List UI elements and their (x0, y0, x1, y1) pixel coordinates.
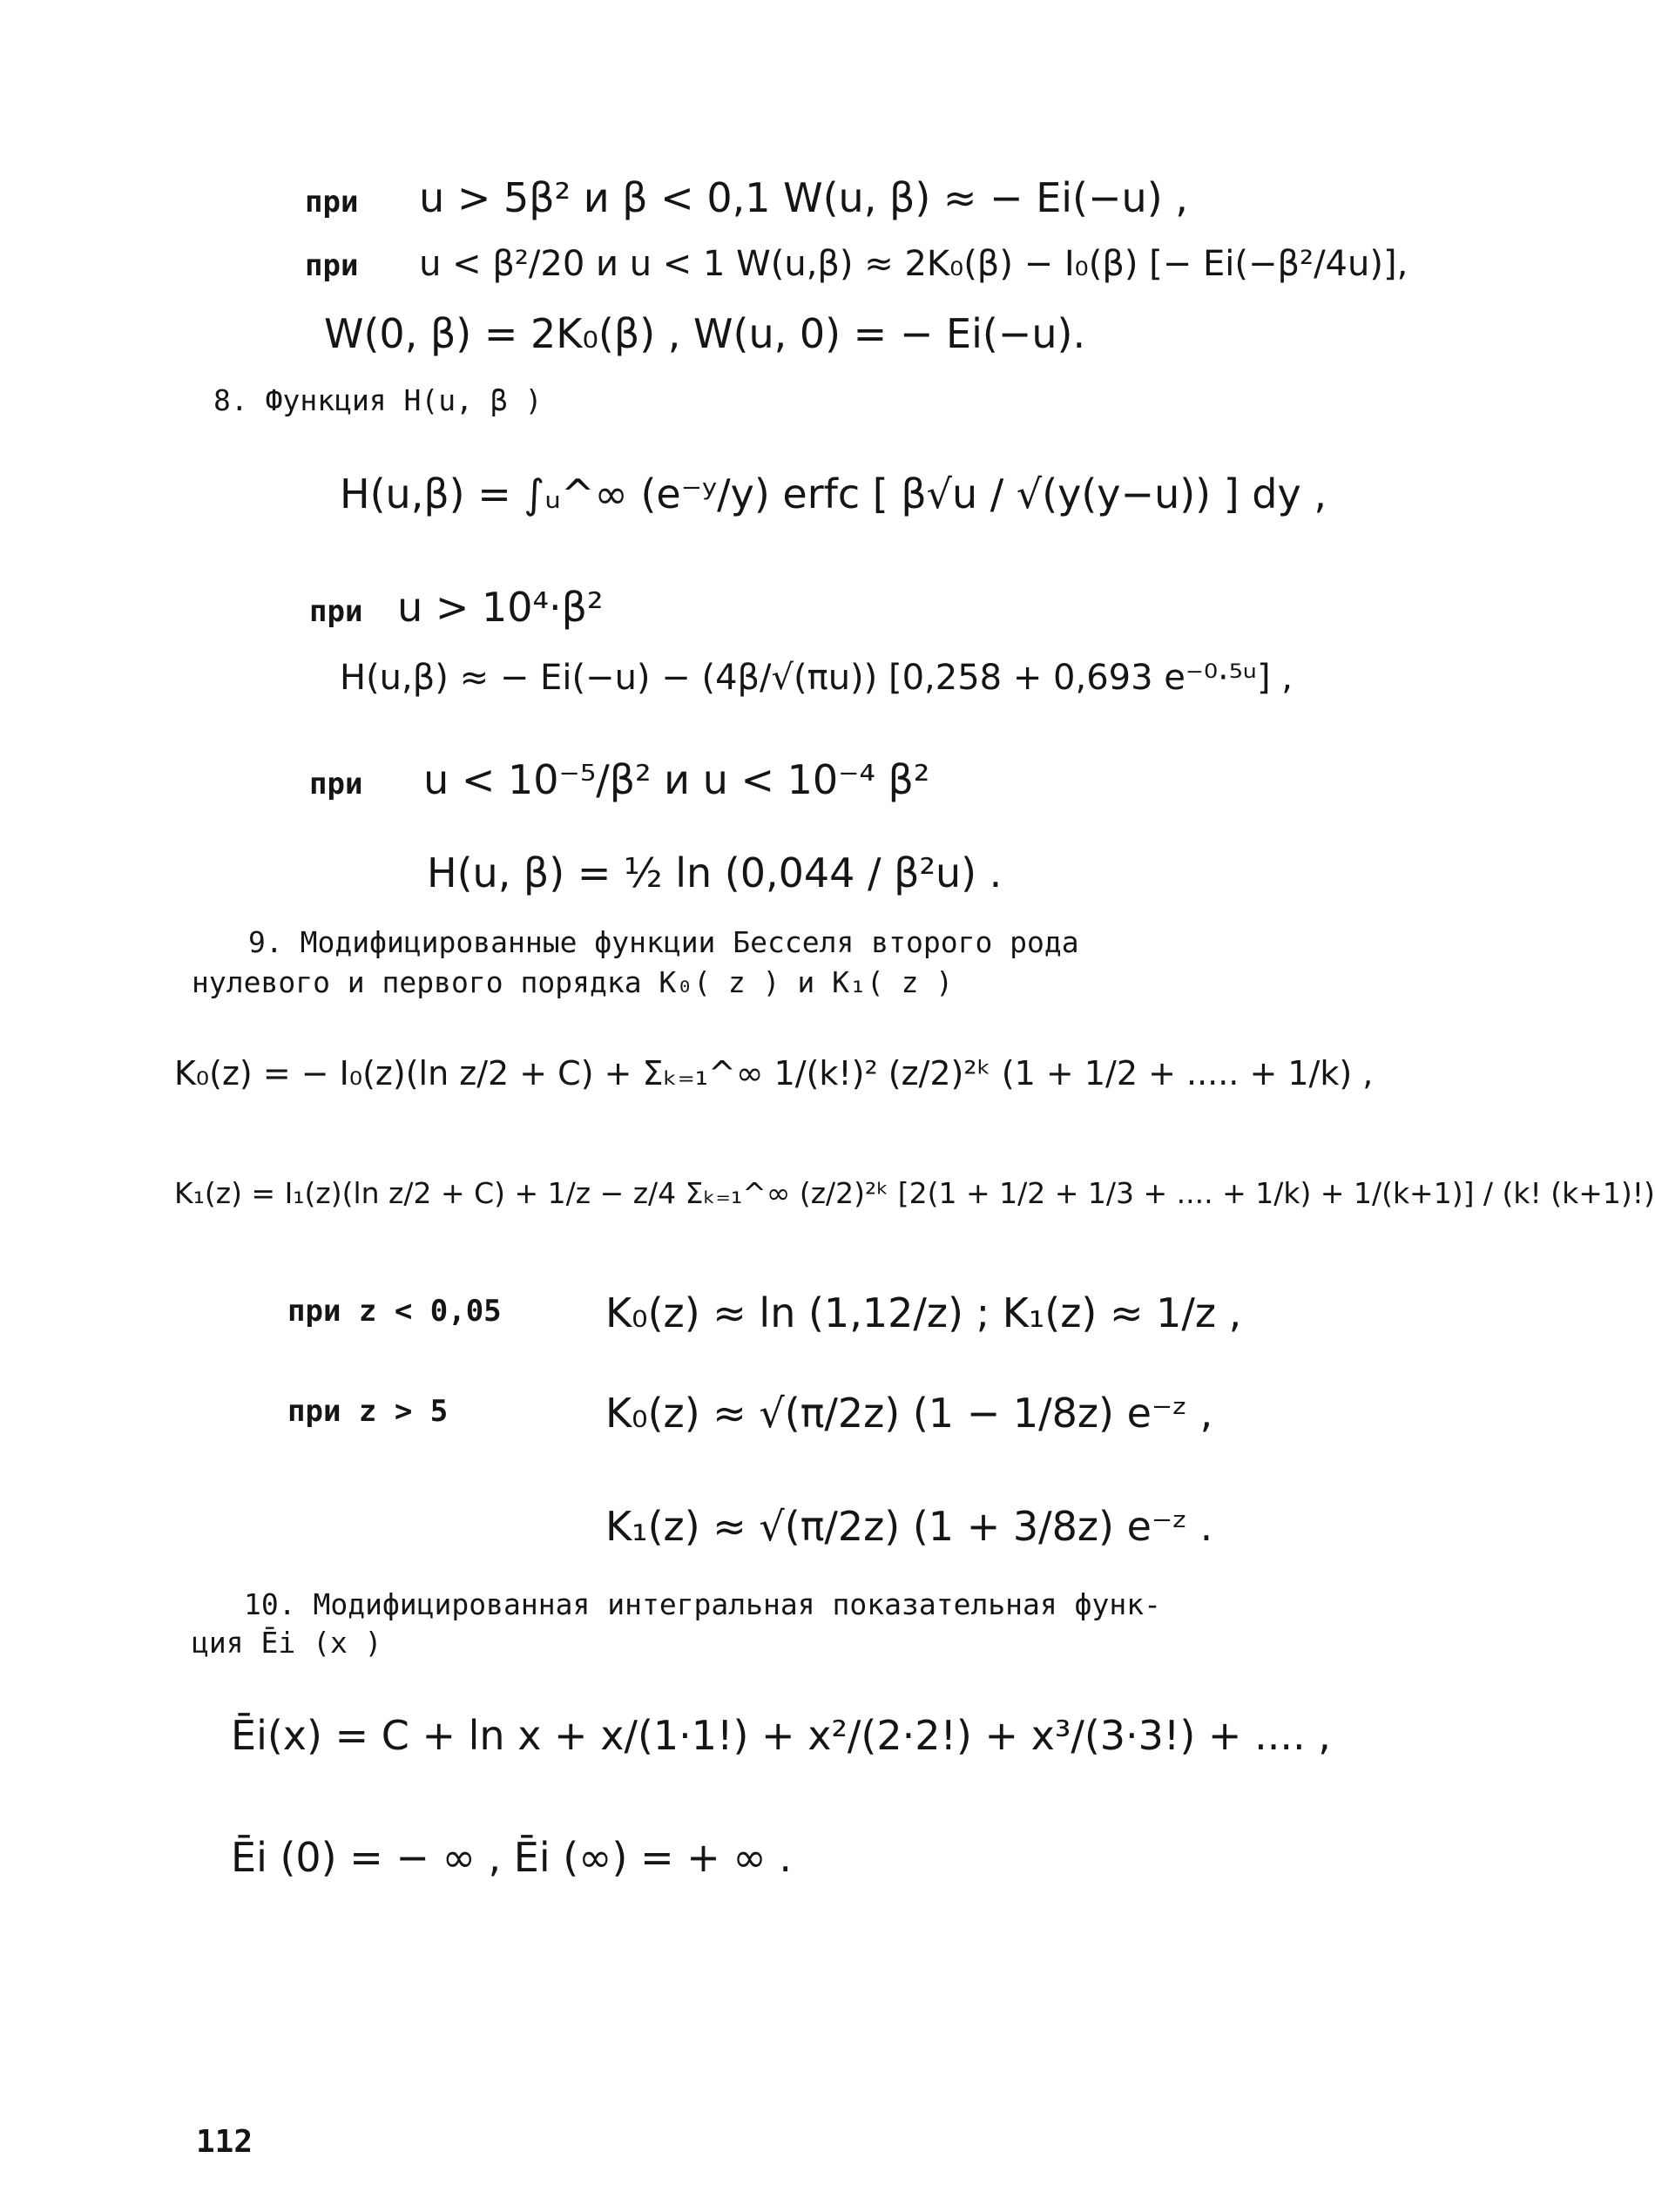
k1-series-formula: K₁(z) = I₁(z)(ln z/2 + C) + 1/z − z/4 Σₖ₌₁^∞ (z/2)²ᵏ [2(1 + 1/2 + 1/3 + .... + 1/k) + 1/(k+1)] / (k! (k+1)!) (174, 1176, 1655, 1210)
condition-word: при z < 0,05 (287, 1294, 502, 1329)
h-condition-2-formula: u < 10⁻⁵/β² и u < 10⁻⁴ β² (423, 756, 930, 803)
section-9-title: 9. Модифицированные функции Бесселя второго рода (248, 925, 1079, 959)
k1-series (174, 1176, 1655, 1210)
section-9-heading-line-1 (248, 925, 1079, 959)
ei-series (231, 1712, 1331, 1759)
condition-word: при z > 5 (287, 1394, 449, 1429)
w-large-u-line (305, 174, 1188, 221)
page-number-text: 112 (196, 2124, 253, 2160)
section-10-title: 10. Модифицированная интегральная показательная функ- (244, 1587, 1161, 1621)
w-small-u-line (305, 244, 1408, 284)
h-approx-1-formula: H(u,β) ≈ − Ei(−u) − (4β/√(πu)) [0,258 + 0,693 e⁻⁰·⁵ᵘ] , (340, 658, 1294, 698)
ei-special-formula: Ēi (0) = − ∞ , Ēi (∞) = + ∞ . (231, 1834, 792, 1881)
h-integral-formula: H(u,β) = ∫ᵤ^∞ (e⁻ʸ/y) erfc [ β√u / √(y(y−u)) ] dy , (340, 470, 1327, 517)
h-approx-2-formula: H(u, β) = ½ ln (0,044 / β²u) . (427, 849, 1003, 896)
bessel-large-z (287, 1394, 448, 1429)
w-small-u-formula: u < β²/20 и u < 1 W(u,β) ≈ 2K₀(β) − I₀(β) [− Ei(−β²/4u)], (419, 244, 1408, 284)
bessel-large-z-formula: K₀(z) ≈ √(π/2z) (1 − 1/8z) e⁻ᶻ , (605, 1390, 1213, 1437)
page-number (196, 2124, 253, 2160)
bessel-large-z-formula-line (605, 1390, 1213, 1437)
section-10-subtitle: ция Ēi (x ) (192, 1626, 382, 1660)
h-approx-1 (340, 658, 1293, 698)
condition-word: при (305, 185, 359, 220)
k0-series (174, 1054, 1373, 1092)
w-large-u-formula: u > 5β² и β < 0,1 W(u, β) ≈ − Ei(−u) , (419, 174, 1188, 221)
ei-series-formula: Ēi(x) = C + ln x + x/(1·1!) + x²/(2·2!) + x³/(3·3!) + .... , (231, 1712, 1331, 1759)
bessel-large-z-k1-formula: K₁(z) ≈ √(π/2z) (1 + 3/8z) e⁻ᶻ . (605, 1503, 1213, 1550)
h-condition-2 (309, 756, 929, 803)
condition-word: при (309, 767, 363, 802)
h-definition (340, 470, 1327, 517)
w-special-values (324, 310, 1085, 357)
bessel-large-z-k1 (605, 1503, 1213, 1550)
ei-special-values (231, 1834, 792, 1881)
h-condition-1-formula: u > 10⁴·β² (397, 584, 604, 631)
section-10-heading-line-1 (244, 1587, 1161, 1621)
section-9-heading-line-2 (192, 965, 953, 999)
condition-word: при (305, 248, 359, 283)
section-10-heading-line-2 (192, 1626, 382, 1660)
h-approx-2 (427, 849, 1002, 896)
bessel-small-z-formula: K₀(z) ≈ ln (1,12/z) ; K₁(z) ≈ 1/z , (605, 1289, 1242, 1336)
section-8-title: 8. Функция H(u, β ) (213, 383, 543, 417)
condition-word: при (309, 594, 363, 629)
bessel-small-z (287, 1294, 502, 1329)
h-condition-1 (309, 584, 603, 631)
section-9-subtitle: нулевого и первого порядка K₀( z ) и K₁( z ) (192, 965, 954, 999)
w-special-formula: W(0, β) = 2K₀(β) , W(u, 0) = − Ei(−u). (324, 310, 1086, 357)
section-8-heading (213, 383, 543, 417)
bessel-small-z-formula-line (605, 1289, 1241, 1336)
k0-series-formula: K₀(z) = − I₀(z)(ln z/2 + C) + Σₖ₌₁^∞ 1/(k!)² (z/2)²ᵏ (1 + 1/2 + ..... + 1/k) , (174, 1054, 1374, 1092)
